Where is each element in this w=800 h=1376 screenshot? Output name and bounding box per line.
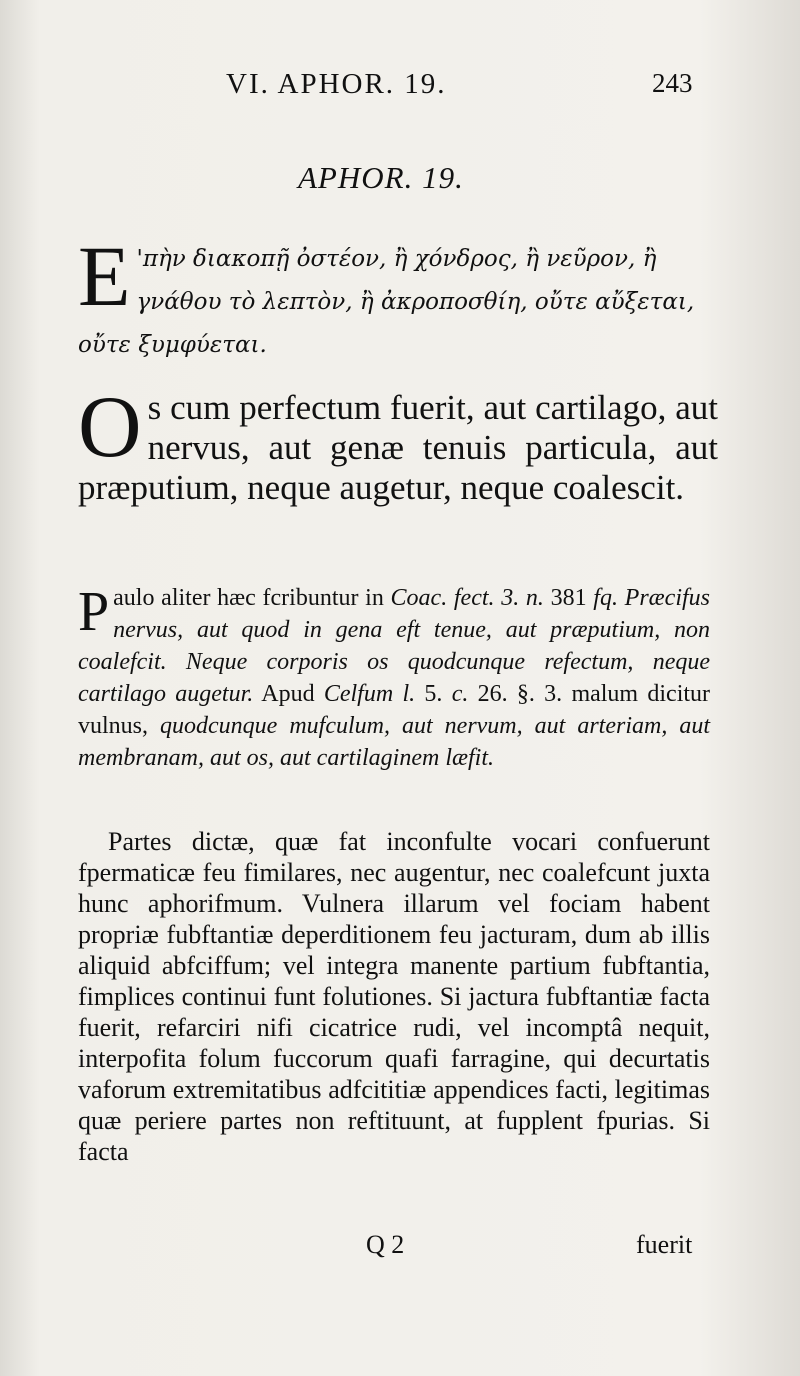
commentary-segment: Celfum l. (323, 681, 416, 707)
drop-cap: O (78, 379, 142, 476)
greek-text: 'πὴν διακοπῇ ὀστέον, ἢ χόνδρος, ἢ νεῦρον, ἢ γνάθου τὸ λεπτὸν, ἢ ἀκροποσθίη, οὔτε αὔξεται, οὔτε ξυμφύεται. (78, 246, 695, 358)
commentary-segment: aulo aliter hæc fcribuntur in (113, 585, 391, 611)
greek-aphorism (78, 228, 718, 367)
page-number: 243 (652, 68, 693, 98)
commentary-segment: c. (451, 681, 469, 707)
drop-cap: E (78, 228, 131, 324)
commentary-segment: 26. §. 3. malum dicitur vulnus, (78, 681, 711, 739)
signature-mark: Q 2 (366, 1230, 405, 1259)
catchword: fuerit (636, 1230, 693, 1259)
aphorism-title: APHOR. 19. (298, 160, 464, 195)
running-header (0, 68, 800, 108)
drop-cap: P (78, 581, 110, 643)
commentary-segment: Coac. fect. 3. n. (390, 585, 551, 611)
latin-translation (78, 379, 718, 508)
latin-text: s cum perfectum fuerit, aut cartilago, aut nervus, aut genæ tenuis particula, aut præputium, neque augetur, neque coalescit. (78, 388, 718, 507)
commentary-segment: fq. Præcifus nervus, aut quod in gena eft tenue, aut præputium, non coalefcit. Neque corporis os quodcunque refectum, neque cartilago augetur. (78, 585, 710, 707)
commentary-segment: 381 (550, 585, 594, 611)
page-footer (0, 1230, 800, 1266)
body-paragraph: Partes dictæ, quæ fat inconfulte vocari confuerunt fpermaticæ feu fimilares, nec augentur, nec coalefcunt juxta hunc aphorifmum. Vulnera illarum vel fociam habent propriæ fubftantiæ deperditionem feu jacturam, dum ab illis aliquid abfciffum; vel integra manente partium fubftantia, fimplices continui funt folutiones. Si jactura fubftantiæ facta fuerit, refarciri nifi cicatrice rudi, vel incomptâ nequit, interpofita folum fuccorum quafi farragine, qui decurtatis vaforum extremitatibus adfcititiæ appendices facti, legitimas quæ periere partes non reftituunt, at fupplent fpurias. Si facta (78, 827, 710, 1166)
commentary-paragraph (78, 582, 710, 774)
commentary-segment: 5. (415, 681, 452, 707)
commentary-segment: Apud (253, 681, 324, 707)
running-head: VI. APHOR. 19. (226, 68, 447, 100)
commentary-segment: quodcunque mufculum, aut nervum, aut arteriam, aut membranam, aut os, aut cartilaginem læfit. (78, 713, 710, 771)
